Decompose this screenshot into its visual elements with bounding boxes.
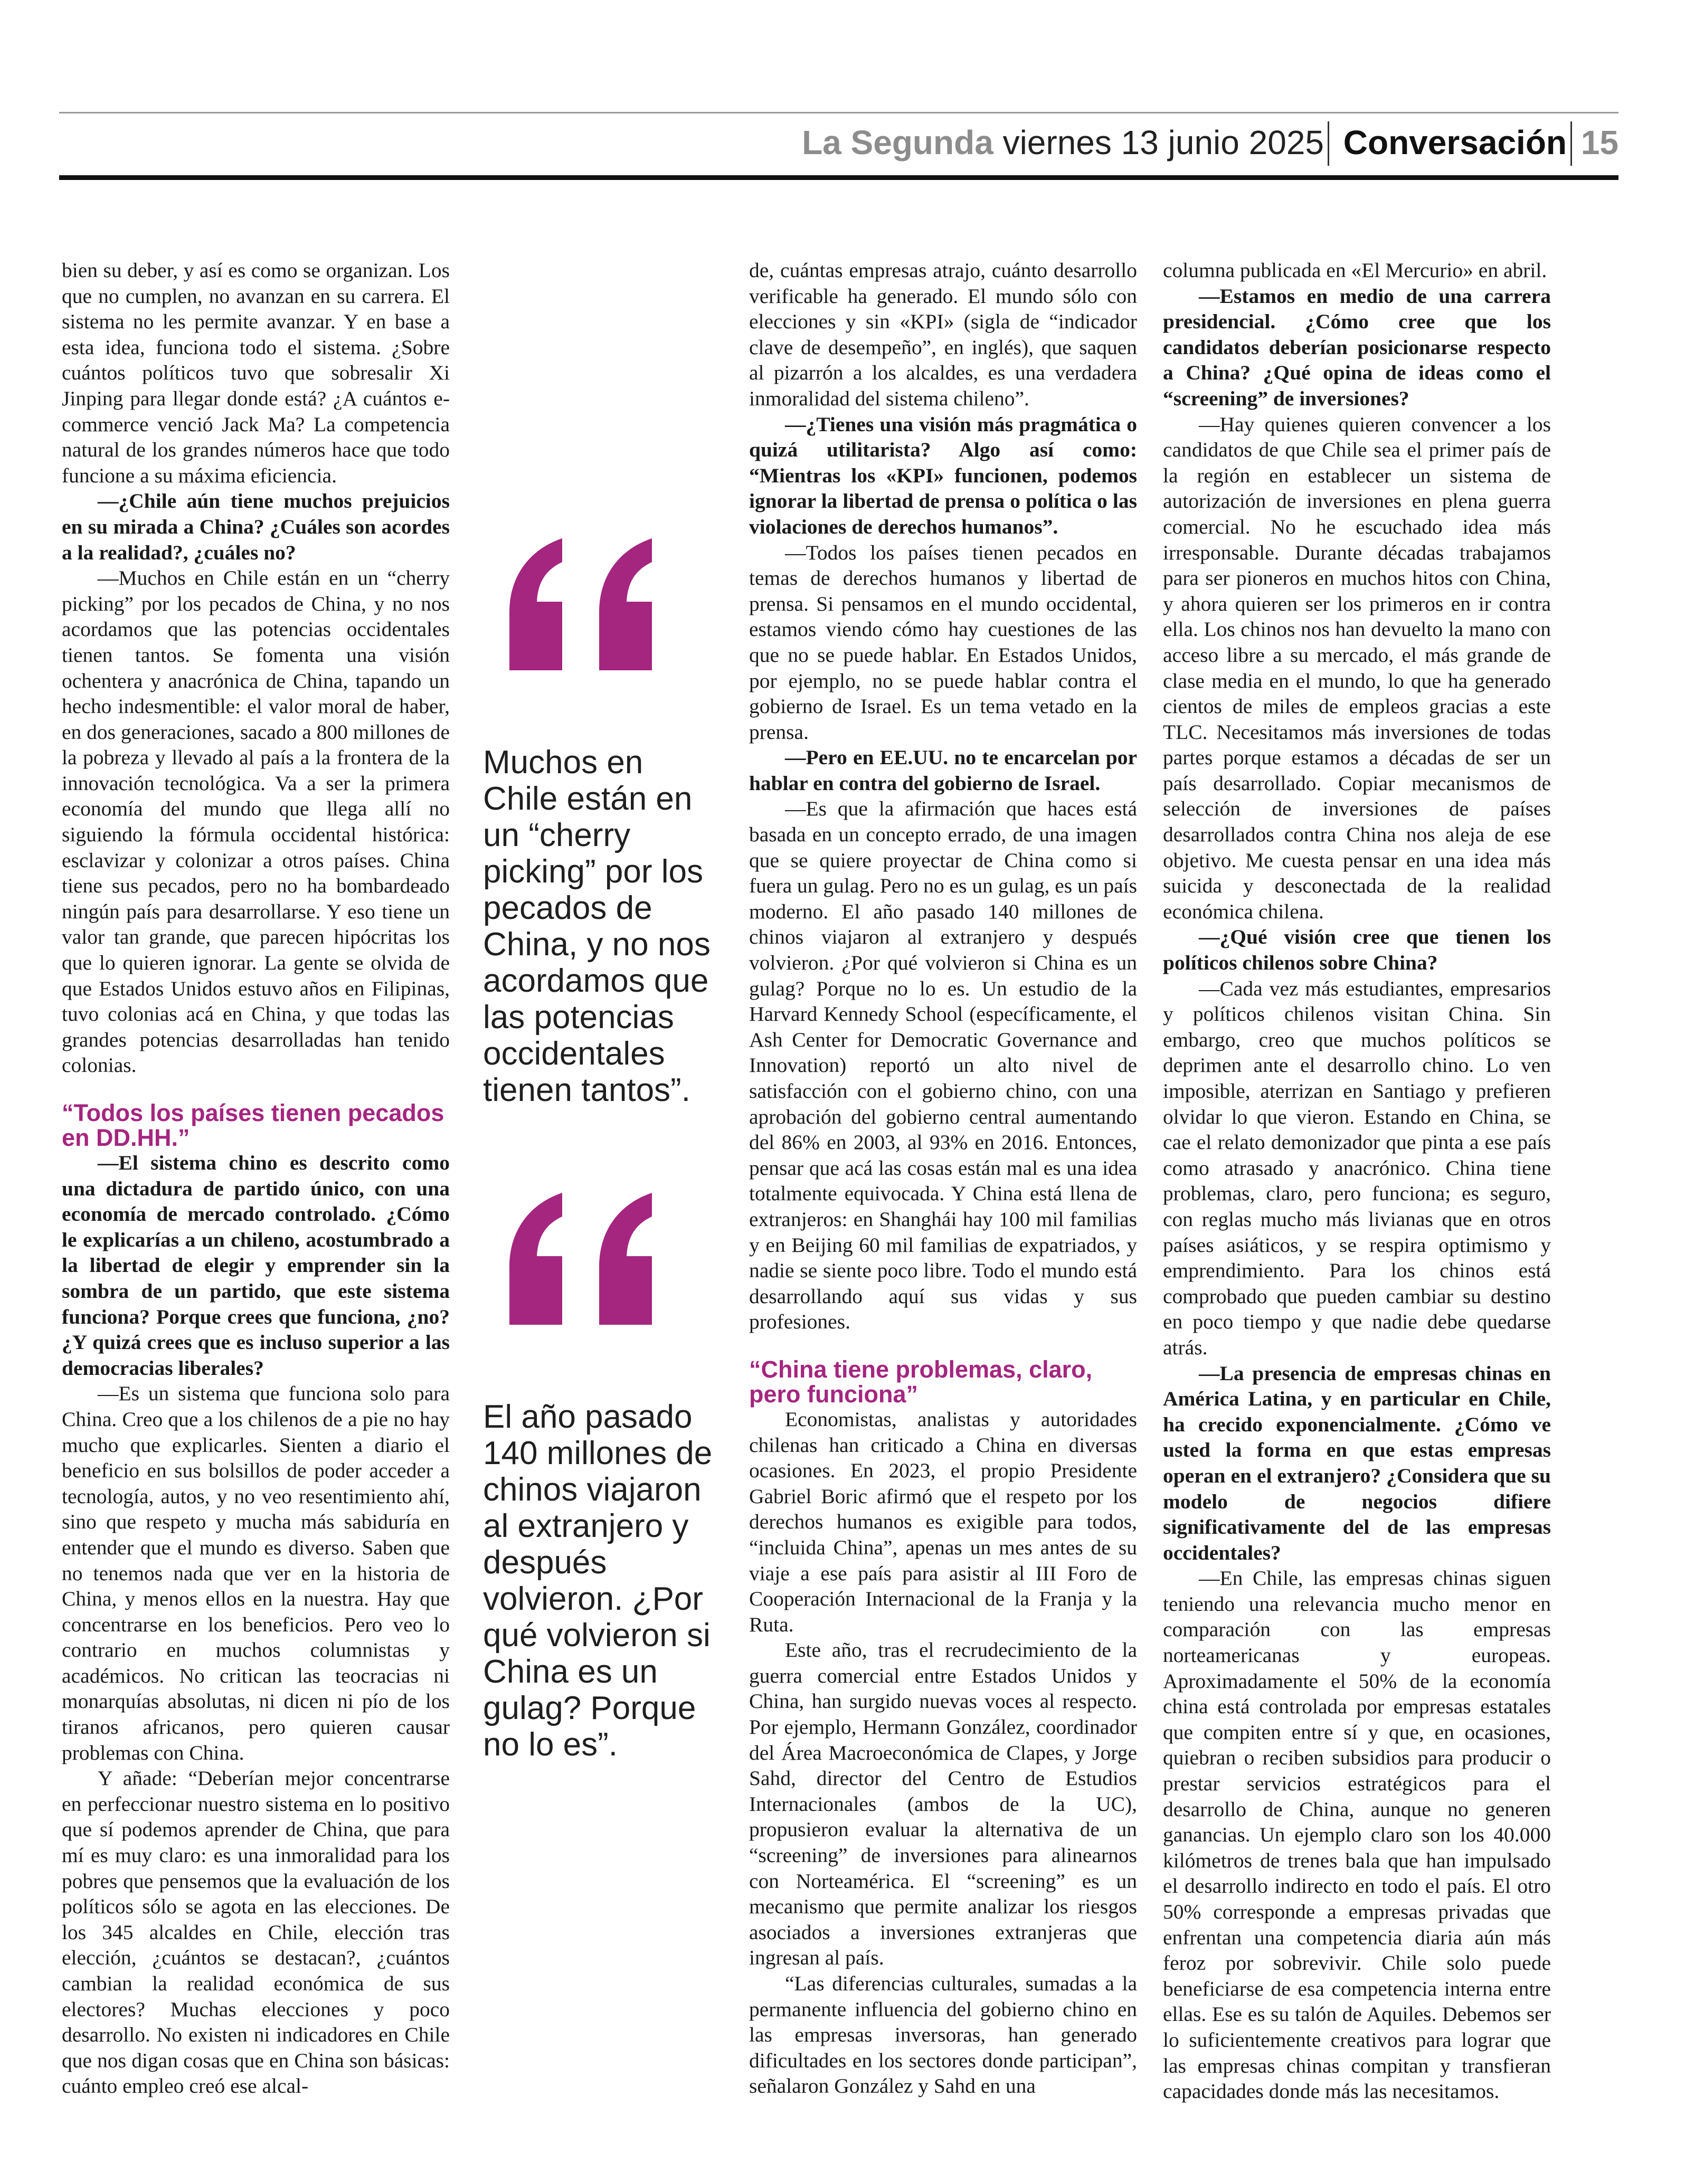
body-paragraph: Economistas, analistas y autoridades chilenas han criticado a China en diversas ocasiones. En 2023, el propio Presidente Gabriel Boric afirmó que el respeto por los derechos humanos es exigible para todos, “incluida China”, apenas un mes antes de su viaje a ese país para asistir al III Foro de Cooperación Internacional de la Franja y la Ruta. (749, 1407, 1137, 1636)
publication-date: viernes 13 junio 2025 (1002, 124, 1324, 162)
body-paragraph: —Todos los países tienen pecados en temas de derechos humanos y libertad de prensa. Si pensamos en el mundo occidental, estamos viendo cómo hay cuestiones de las que no se puede hablar. En Estados Unidos, por ejemplo, no se puede hablar contra el gobierno de Israel. Es un tema vetado en la prensa. (749, 540, 1137, 744)
body-paragraph: Y añade: “Deberían mejor concentrarse en perfeccionar nuestro sistema en lo positivo que sí podemos aprender de China, que para mí es muy claro: es una inmoralidad para los pobres que pensemos que la evaluación de los políticos sólo se agota en las elecciones. De los 345 alcaldes en Chile, elección tras elección, ¿cuántos se destacan?, ¿cuántos cambian la realidad económica de sus electores? Muchas elecciones y poco desarrollo. No existen ni indicadores en Chile que nos digan cosas que en China son básicas: cuánto empleo creó ese alcal- (62, 1767, 450, 2098)
header-bottom-rule (59, 175, 1618, 180)
article-column-3 (1163, 258, 1551, 2104)
interview-question: —¿Qué visión cree que tienen los políticos chilenos sobre China? (1163, 925, 1551, 975)
body-paragraph: —Cada vez más estudiantes, empresarios y políticos chilenos visitan China. Sin embargo, creo que muchos políticos se deprimen ante el desarrollo chino. Lo ven imposible, aterrizan en Santiago y prefieren olvidar lo que vieron. Estando en China, se cae el relato demonizador que pinta a ese país como atrasado y anacrónico. China tiene problemas, claro, pero funciona; es seguro, con reglas mucho más livianas que en otros países asiáticos, y se respira optimismo y emprendimiento. Para los chinos está comprobado que pueden cambiar su destino en poco tiempo y que nadie debe quedarse atrás. (1163, 976, 1551, 1359)
body-paragraph: —Hay quienes quieren convencer a los candidatos de que Chile sea el primer país de la región en establecer un sistema de autorización de inversiones en plena guerra comercial. No he escuchado idea más irresponsable. Durante décadas trabajamos para ser pioneros en muchos hitos con China, y ahora quieren ser los primeros en ir contra ella. Los chinos nos han devuelto la mano con acceso libre a su mercado, el más grande de clase media en el mundo, lo que ha generado cientos de miles de empleos gracias a este TLC. Necesitamos más inversiones de todas partes porque estamos a décadas de ser un país desarrollado. Copiar mecanismos de selección de inversiones de países desarrollados contra China nos aleja de ese objetivo. Me cuesta pensar en una idea más suicida y desconectada de la realidad económica chilena. (1163, 412, 1551, 923)
publication-name: La Segunda (802, 124, 993, 162)
pull-quote-text: El año pasado 140 millones de chinos viajaron al extranjero y después volvieron. ¿Por qué volvieron si China es un gulag? Porque no lo es”. (483, 1399, 713, 1763)
interview-question: —El sistema chino es descrito como una dictadura de partido único, con una economía de mercado controlado. ¿Cómo le explicarías a un chileno, acostumbrado a la libertad de elegir y emprender sin la sombra de un partido, que este sistema funciona? Porque crees que funciona, ¿no? ¿Y quizá crees que es incluso superior a las democracias liberales? (62, 1151, 450, 1380)
interview-question: —Pero en EE.UU. no te encarcelan por hablar en contra del gobierno de Israel. (749, 746, 1137, 795)
article-column-1 (62, 258, 450, 2099)
pull-quote (483, 538, 715, 1108)
quote-mark-icon (483, 538, 657, 670)
header-top-rule (59, 112, 1618, 113)
body-paragraph: —En Chile, las empresas chinas siguen teniendo una relevancia mucho menor en comparación con las empresas norteamericanas y europeas. Aproximadamente el 50% de la economía china está controlada por empresas estatales que compiten entre sí y que, en ocasiones, quiebran o reciben subsidios para producir o prestar servicios estratégicos para el desarrollo de China, aunque no generen ganancias. Un ejemplo claro son los 40.000 kilómetros de trenes bala que han impulsado el desarrollo indirecto en todo el país. El otro 50% corresponde a empresas privadas que enfrentan una competencia diaria aún más feroz por sobrevivir. Chile solo puede beneficiarse de esa competencia interna entre ellas. Ese es su talón de Aquiles. Debemos ser lo suficientemente creativos para lograr que las empresas chinas compitan y transfieran capacidades donde más las necesitamos. (1163, 1566, 1551, 2103)
body-paragraph: Este año, tras el recrudecimiento de la guerra comercial entre Estados Unidos y China, han surgido nuevas voces al respecto. Por ejemplo, Hermann González, coordinador del Área Macroeconómica de Clapes, y Jorge Sahd, director del Centro de Estudios Internacionales (ambos de la UC), propusieron evaluar la alternativa de un “screening” de inversiones para alinearnos con Norteamérica. El “screening” es un mecanismo que permite analizar los riesgos asociados a inversiones extranjeras que ingresan al país. (749, 1638, 1137, 1970)
section-title: Conversación (1343, 124, 1567, 162)
article-column-2 (749, 258, 1137, 2099)
header-divider (1570, 121, 1572, 166)
interview-question: —Estamos en medio de una carrera presidencial. ¿Cómo cree que los candidatos deberían posicionarse respecto a China? ¿Qué opina de ideas como el “screening” de inversiones? (1163, 284, 1551, 410)
body-paragraph: columna publicada en «El Mercurio» en abril. (1163, 259, 1547, 282)
quote-mark-icon (483, 1193, 657, 1325)
subhead: “China tiene problemas, claro, pero funciona” (749, 1355, 1093, 1408)
interview-question: —¿Chile aún tiene muchos prejuicios en su mirada a China? ¿Cuáles son acordes a la realidad?, ¿cuáles no? (62, 489, 450, 564)
pull-quote (483, 1193, 715, 1763)
interview-question: —La presencia de empresas chinas en América Latina, y en particular en Chile, ha crecido exponencialmente. ¿Cómo ve usted la forma en que estas empresas operan en el extranjero? ¿Considera que su modelo de negocios difiere significativamente del de las empresas occidentales? (1163, 1361, 1551, 1564)
subhead: “Todos los países tienen pecados en DD.HH.” (62, 1099, 444, 1151)
publication-line (802, 116, 1324, 169)
body-paragraph: —Es un sistema que funciona solo para China. Creo que a los chilenos de a pie no hay mucho que explicarles. Sienten a diario el beneficio en sus bolsillos de poder acceder a tecnología, autos, y no veo resentimiento ahí, sino que respeto y mucha más sabiduría en entender que el mundo es diverso. Saben que no tenemos nada que ver en la historia de China, y menos ellos en la nuestra. Hay que concentrarse en los beneficios. Pero veo lo contrario en muchos columnistas y académicos. No critican las teocracias ni monarquías absolutas, ni dicen ni pío de los tiranos africanos, pero quieren causar problemas con China. (62, 1382, 450, 1764)
header-divider (1328, 121, 1329, 166)
body-paragraph: de, cuántas empresas atrajo, cuánto desarrollo verificable ha generado. El mundo sólo con elecciones y sin «KPI» (sigla de “indicador clave de desempeño”, en inglés), que saquen al pizarrón a los alcaldes, es una verdadera inmoralidad del sistema chileno”. (749, 259, 1137, 410)
body-paragraph: —Es que la afirmación que haces está basada en un concepto errado, de una imagen que se quiere proyectar de China como si fuera un gulag. Pero no es un gulag, es un país moderno. El año pasado 140 millones de chinos viajaron al extranjero y después volvieron. ¿Por qué volvieron si China es un gulag? Porque no lo es. Un estudio de la Harvard Kennedy School (específicamente, el Ash Center for Democratic Governance and Innovation) reportó un alto nivel de satisfacción con el gobierno chino, con una aprobación del gobierno central aumentando del 86% en 2003, al 93% en 2016. Entonces, pensar que acá las cosas están mal es una idea totalmente equivocada. Y China está llena de extranjeros: en Shanghái hay 100 mil familias y en Beijing 60 mil familias de expatriados, y nadie se siente poco libre. Todo el mundo está desarrollando aquí sus vidas y sus profesiones. (749, 797, 1137, 1334)
body-paragraph: “Las diferencias culturales, sumadas a la permanente influencia del gobierno chino en las empresas inversoras, han generado dificultades en los sectores donde participan”, señalaron González y Sahd en una (749, 1972, 1137, 2098)
page-number: 15 (1580, 124, 1618, 162)
body-paragraph: bien su deber, y así es como se organizan. Los que no cumplen, no avanzan en su carrera. El sistema no les permite avanzar. Y en base a esta idea, funciona todo el sistema. ¿Sobre cuántos políticos tuvo que sobresalir Xi Jinping para llegar donde está? ¿A cuántos e-commerce venció Jack Ma? La competencia natural de los grandes números hace que todo funcione a su máxima eficiencia. (62, 259, 450, 487)
pull-quote-text: Muchos en Chile están en un “cherry picking” por los pecados de China, y no nos acordamos que las potencias occidentales tienen tantos”. (483, 744, 711, 1108)
masthead (59, 115, 1618, 174)
body-paragraph: —Muchos en Chile están en un “cherry picking” por los pecados de China, y no nos acordamos que las potencias occidentales tienen tantos. Se fomenta una visión ochentera y anacrónica de China, tapando un hecho indesmentible: el valor moral de haber, en dos generaciones, sacado a 800 millones de la pobreza y llevado al país a la frontera de la innovación tecnológica. Va a ser la primera economía del mundo que llega allí no siguiendo la fórmula occidental histórica: esclavizar y colonizar a otros países. China tiene sus pecados, pero no ha bombardeado ningún país para desarrollarse. Y eso tiene un valor tan grande, que parecen hipócritas los que lo quieren ignorar. La gente se olvida de que Estados Unidos estuvo años en Filipinas, tuvo colonias acá en China, y que todas las grandes potencias desarrolladas han tenido colonias. (62, 566, 450, 1077)
interview-question: —¿Tienes una visión más pragmática o quizá utilitarista? Algo así como: “Mientras los «KPI» funcionen, podemos ignorar la libertad de prensa o política o las violaciones de derechos humanos”. (749, 412, 1137, 538)
